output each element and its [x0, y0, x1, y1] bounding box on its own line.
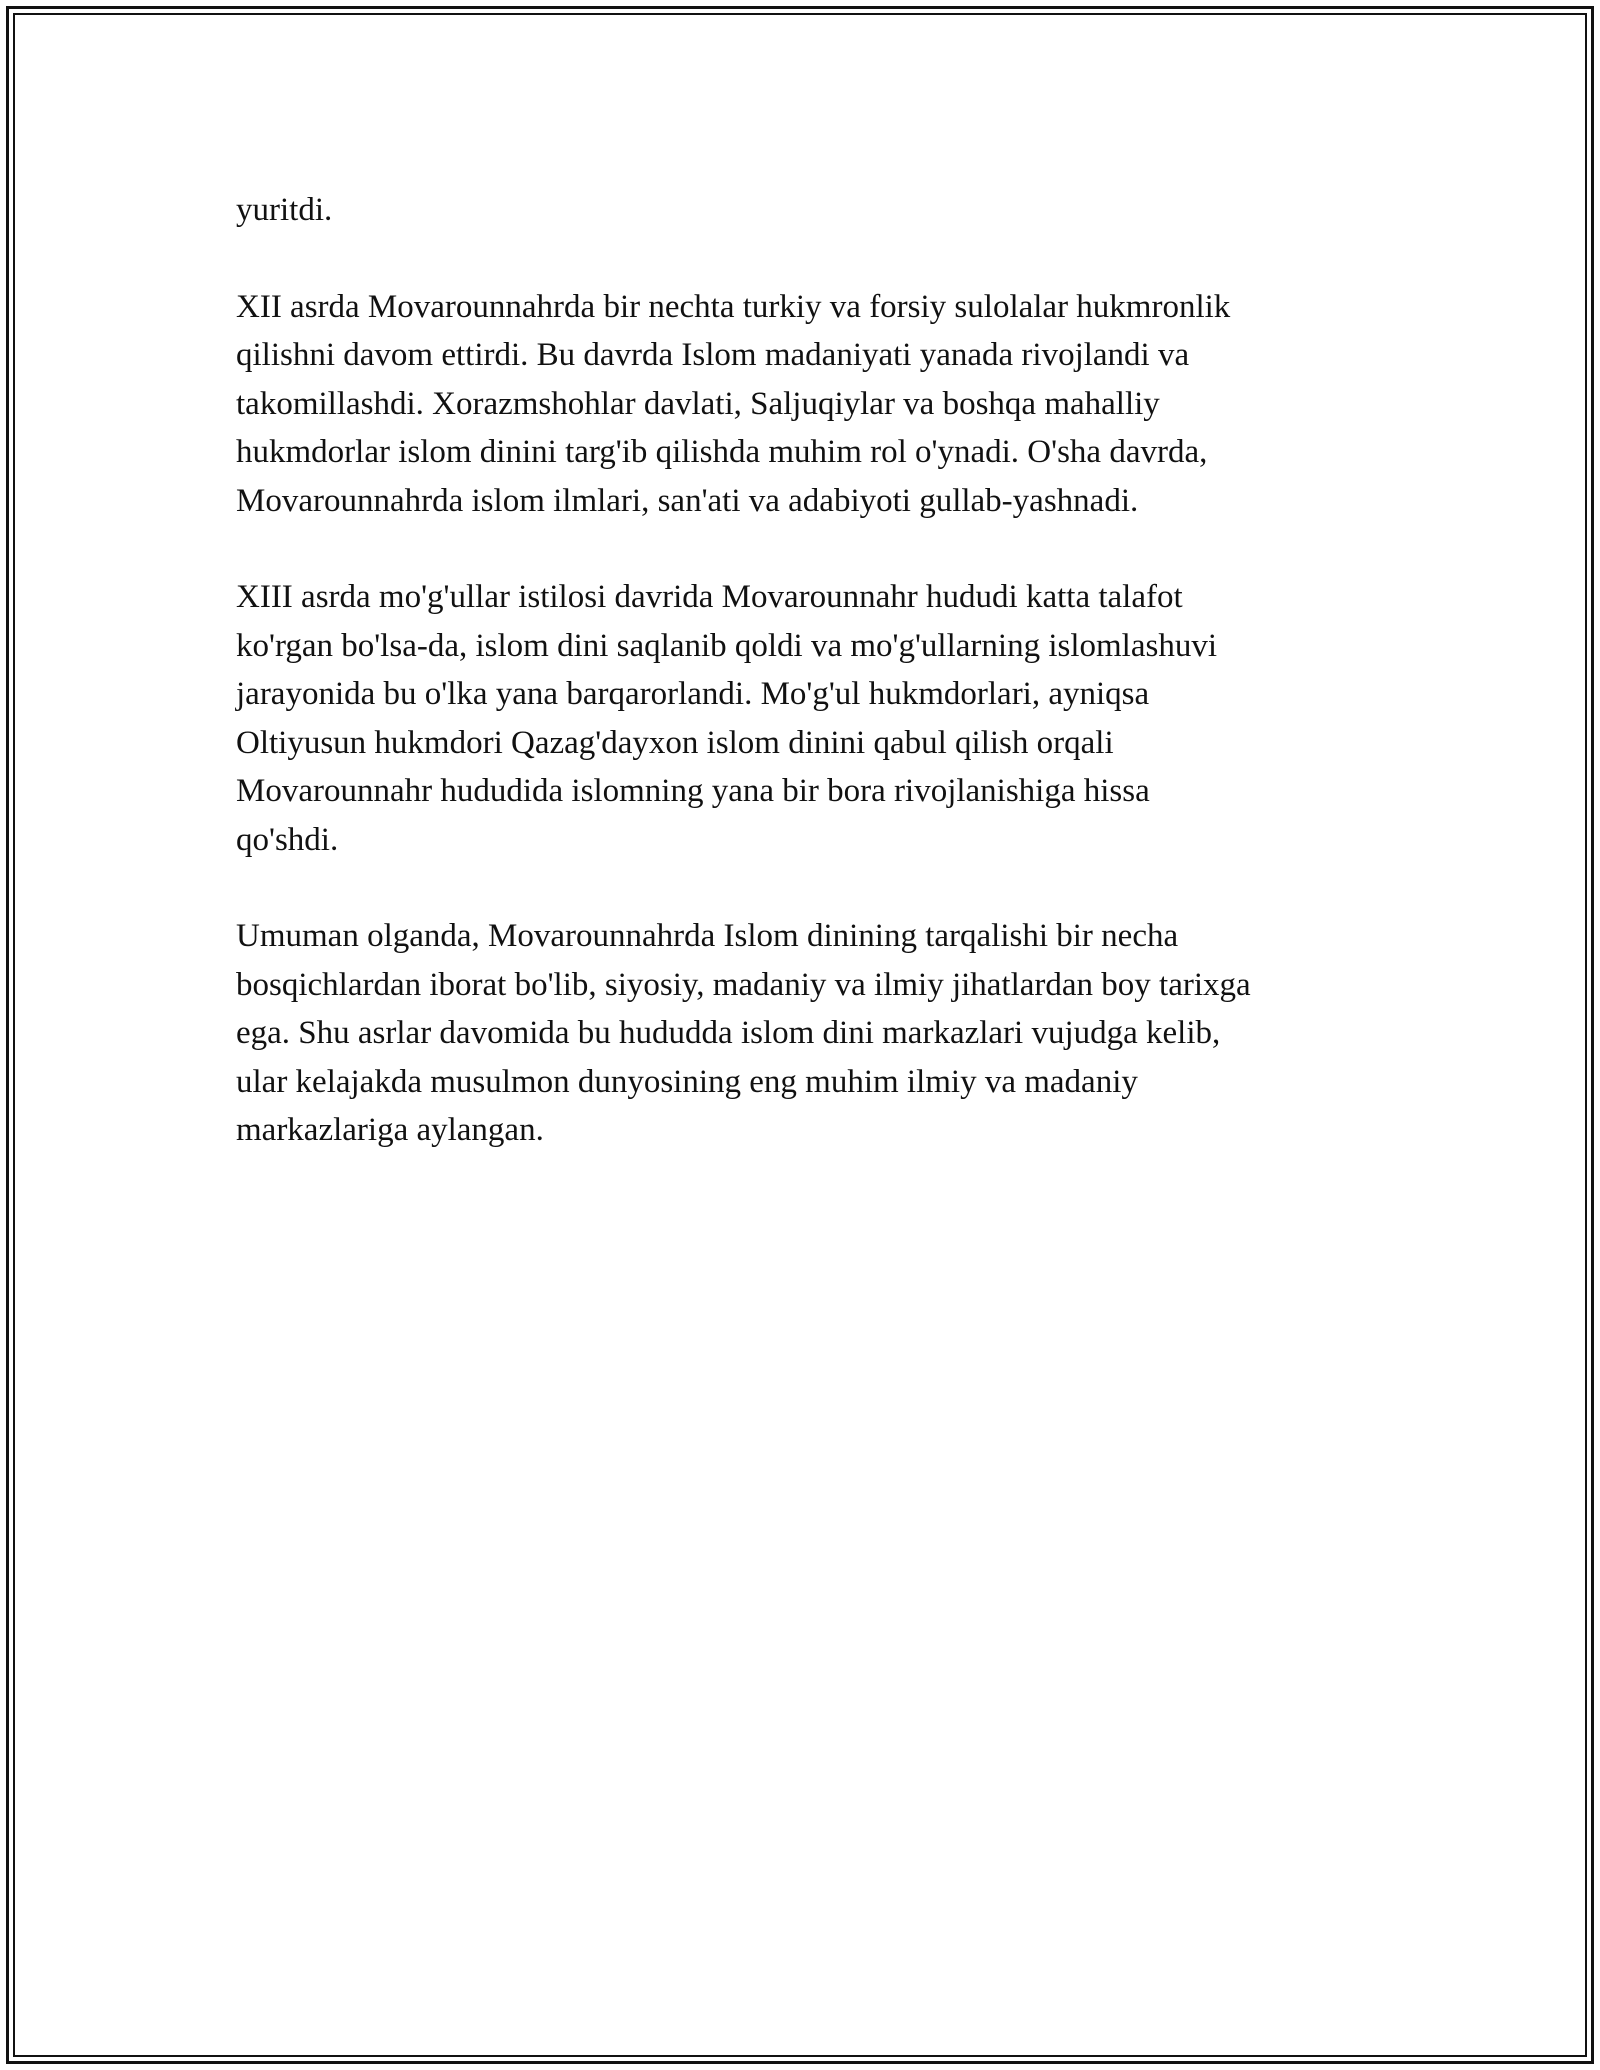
text-line: qo'shdi. [236, 821, 339, 858]
text-line: ko'rgan bo'lsa-da, islom dini saqlanib qoldi va mo'g'ullarning islomlashuvi [236, 627, 1217, 664]
text-line: Umuman olganda, Movarounnahrda Islom dinining tarqalishi bir necha [236, 918, 1179, 954]
text-line: Movarounnahrda islom ilmlari, san'ati va adabiyoti gullab-yashnadi. [236, 482, 1139, 519]
paragraph-1 [236, 186, 1386, 235]
text-line: hukmdorlar islom dinini targ'ib qilishda muhim rol o'ynadi. O'sha davrda, [236, 434, 1208, 470]
text-line: XIII asrda mo'g'ullar istilosi davrida Movarounnahr hududi katta talafot [236, 579, 1183, 615]
paragraph-4 [236, 912, 1386, 1155]
text-line: yuritdi. [236, 192, 333, 228]
text-line: Movarounnahr hududida islomning yana bir bora rivojlanishiga hissa [236, 773, 1150, 809]
text-line: XII asrda Movarounnahrda bir nechta turkiy va forsiy sulolalar hukmronlik [236, 288, 1231, 325]
paragraph-3 [236, 573, 1386, 864]
text-line: jarayonida bu o'lka yana barqarorlandi. Mo'g'ul hukmdorlari, ayniqsa [236, 676, 1150, 712]
text-line: ega. Shu asrlar davomida bu hududda islom dini markazlari vujudga kelib, [236, 1015, 1221, 1051]
paragraph-2 [236, 283, 1386, 526]
text-line: bosqichlardan iborat bo'lib, siyosiy, madaniy va ilmiy jihatlardan boy tarixga [236, 966, 1251, 1003]
text-line: markazlariga aylangan. [236, 1112, 544, 1148]
text-line: ular kelajakda musulmon dunyosining eng muhim ilmiy va madaniy [236, 1063, 1138, 1100]
document-body [236, 186, 1386, 1203]
text-line: qilishni davom ettirdi. Bu davrda Islom madaniyati yanada rivojlandi va [236, 337, 1190, 373]
text-line: Oltiyusun hukmdori Qazag'dayxon islom dinini qabul qilish orqali [236, 724, 1114, 761]
text-line: takomillashdi. Xorazmshohlar davlati, Saljuqiylar va boshqa mahalliy [236, 385, 1160, 422]
